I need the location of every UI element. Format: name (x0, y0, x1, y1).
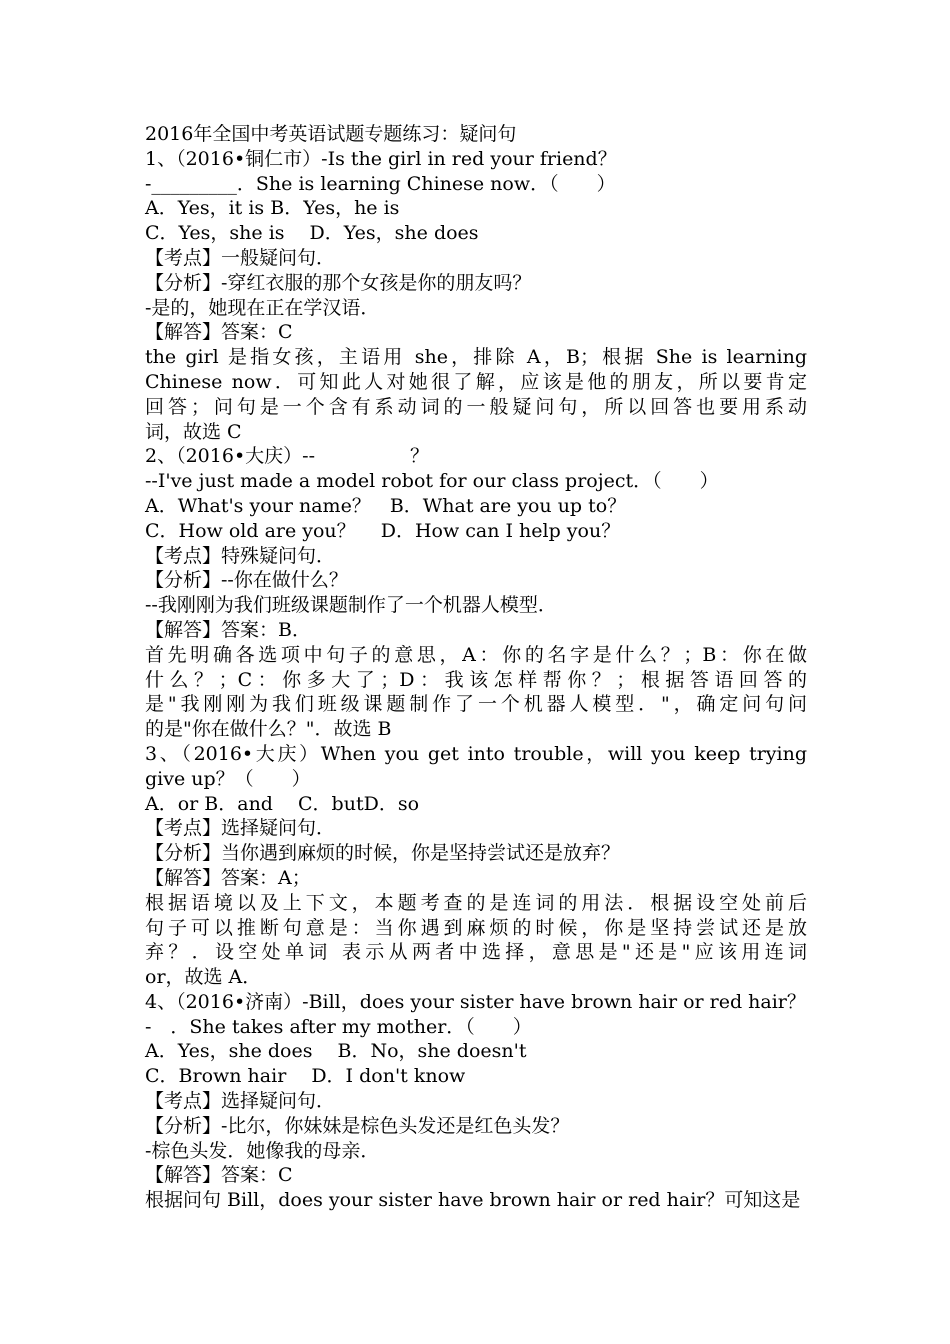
question-3-explanation-4: or，故选 A． (145, 966, 262, 989)
question-1-options-cd: C．Yes，she is D．Yes，she does (145, 222, 479, 245)
question-3-explanation-2: 句子可以推断句意是：当你遇到麻烦的时候，你是坚持尝试还是放 (145, 916, 807, 939)
question-1-explanation-3: 回答；问句是一个含有系动词的一般疑问句，所以回答也要用系动 (145, 395, 807, 418)
question-2-options-cd: C．How old are you？ D．How can I help you？ (145, 519, 621, 542)
question-2-analysis-2: --我刚刚为我们班级课题制作了一个机器人模型． (145, 594, 557, 617)
question-1-explanation-1: the girl 是指女孩，主语用 she，排除 A，B；根据 She is learning (145, 346, 807, 369)
question-1-explanation-4: 词，故选 C (145, 420, 242, 443)
question-1-analysis-2: -是的，她现在正在学汉语． (145, 296, 380, 319)
question-3-analysis: 【分析】当你遇到麻烦的时候，你是坚持尝试还是放弃？ (145, 842, 621, 865)
question-1-response: -_________．She is learning Chinese now．（ ） (145, 172, 616, 195)
question-4-explanation-1: 根据问句 Bill，does your sister have brown hair or red hair？可知这是 (145, 1189, 801, 1212)
question-4-answer: 【解答】答案：C (145, 1164, 293, 1187)
question-1-options-ab: A．Yes，it is B．Yes，he is (145, 197, 400, 220)
question-1-answer: 【解答】答案：C (145, 321, 293, 344)
question-4-topic: 【考点】选择疑问句． (145, 1090, 336, 1113)
question-3-explanation-3: 弃？．设空处单词 表示从两者中选择，意思是"还是"应该用连词 (145, 941, 807, 964)
document-body (145, 122, 807, 1213)
question-2-answer: 【解答】答案：B． (145, 618, 311, 641)
question-2-explanation-1: 首先明确各选项中句子的意思，A：你的名字是什么？；B：你在做 (145, 643, 807, 666)
question-3-stem: 3、（2016•大庆）When you get into trouble，will you keep trying (145, 742, 807, 765)
question-4-response: - ．She takes after my mother．（ ） (145, 1015, 532, 1038)
question-4-analysis: 【分析】-比尔，你妹妹是棕色头发还是红色头发？ (145, 1114, 570, 1137)
question-2-explanation-3: 是"我刚刚为我们班级课题制作了一个机器人模型．"，确定问句问 (145, 693, 807, 716)
question-4-options-cd: C．Brown hair D．I don't know (145, 1065, 466, 1088)
question-2-analysis: 【分析】--你在做什么？ (145, 569, 348, 592)
question-1-analysis: 【分析】-穿红衣服的那个女孩是你的朋友吗？ (145, 271, 532, 294)
document-title: 2016年全国中考英语试题专题练习：疑问句 (145, 123, 517, 145)
question-2-stem: 2、（2016•大庆）-- ？ (145, 445, 429, 468)
question-2-explanation-2: 什么？；C：你多大了；D：我该怎样帮你？；根据答语回答的 (145, 668, 807, 691)
question-1-topic: 【考点】一般疑问句． (145, 246, 336, 269)
question-2-explanation-4: 的是"你在做什么？"．故选 B (145, 718, 392, 741)
question-4-stem: 4、（2016•济南）-Bill，does your sister have brown hair or red hair？ (145, 990, 806, 1013)
question-3-options: A．or B．and C．butD．so (145, 792, 420, 815)
question-1-explanation-2: Chinese now．可知此人对她很了解，应该是他的朋友，所以要肯定 (145, 370, 807, 393)
question-2-topic: 【考点】特殊疑问句． (145, 544, 336, 567)
question-3-topic: 【考点】选择疑问句． (145, 817, 336, 840)
question-2-options-ab: A．What's your name？ B．What are you up to？ (145, 494, 627, 517)
question-1-stem: 1、（2016•铜仁市）-Is the girl in red your friend？ (145, 147, 617, 170)
question-3-answer: 【解答】答案：A； (145, 866, 311, 889)
question-4-analysis-2: -棕色头发．她像我的母亲． (145, 1139, 380, 1162)
question-3-stem-2: give up？（ ） (145, 767, 311, 790)
question-4-options-ab: A．Yes，she does B．No，she doesn't (145, 1040, 527, 1063)
question-3-explanation-1: 根据语境以及上下文，本题考查的是连词的用法．根据设空处前后 (145, 891, 807, 914)
question-2-response: --I've just made a model robot for our class project．（ ） (145, 470, 719, 493)
